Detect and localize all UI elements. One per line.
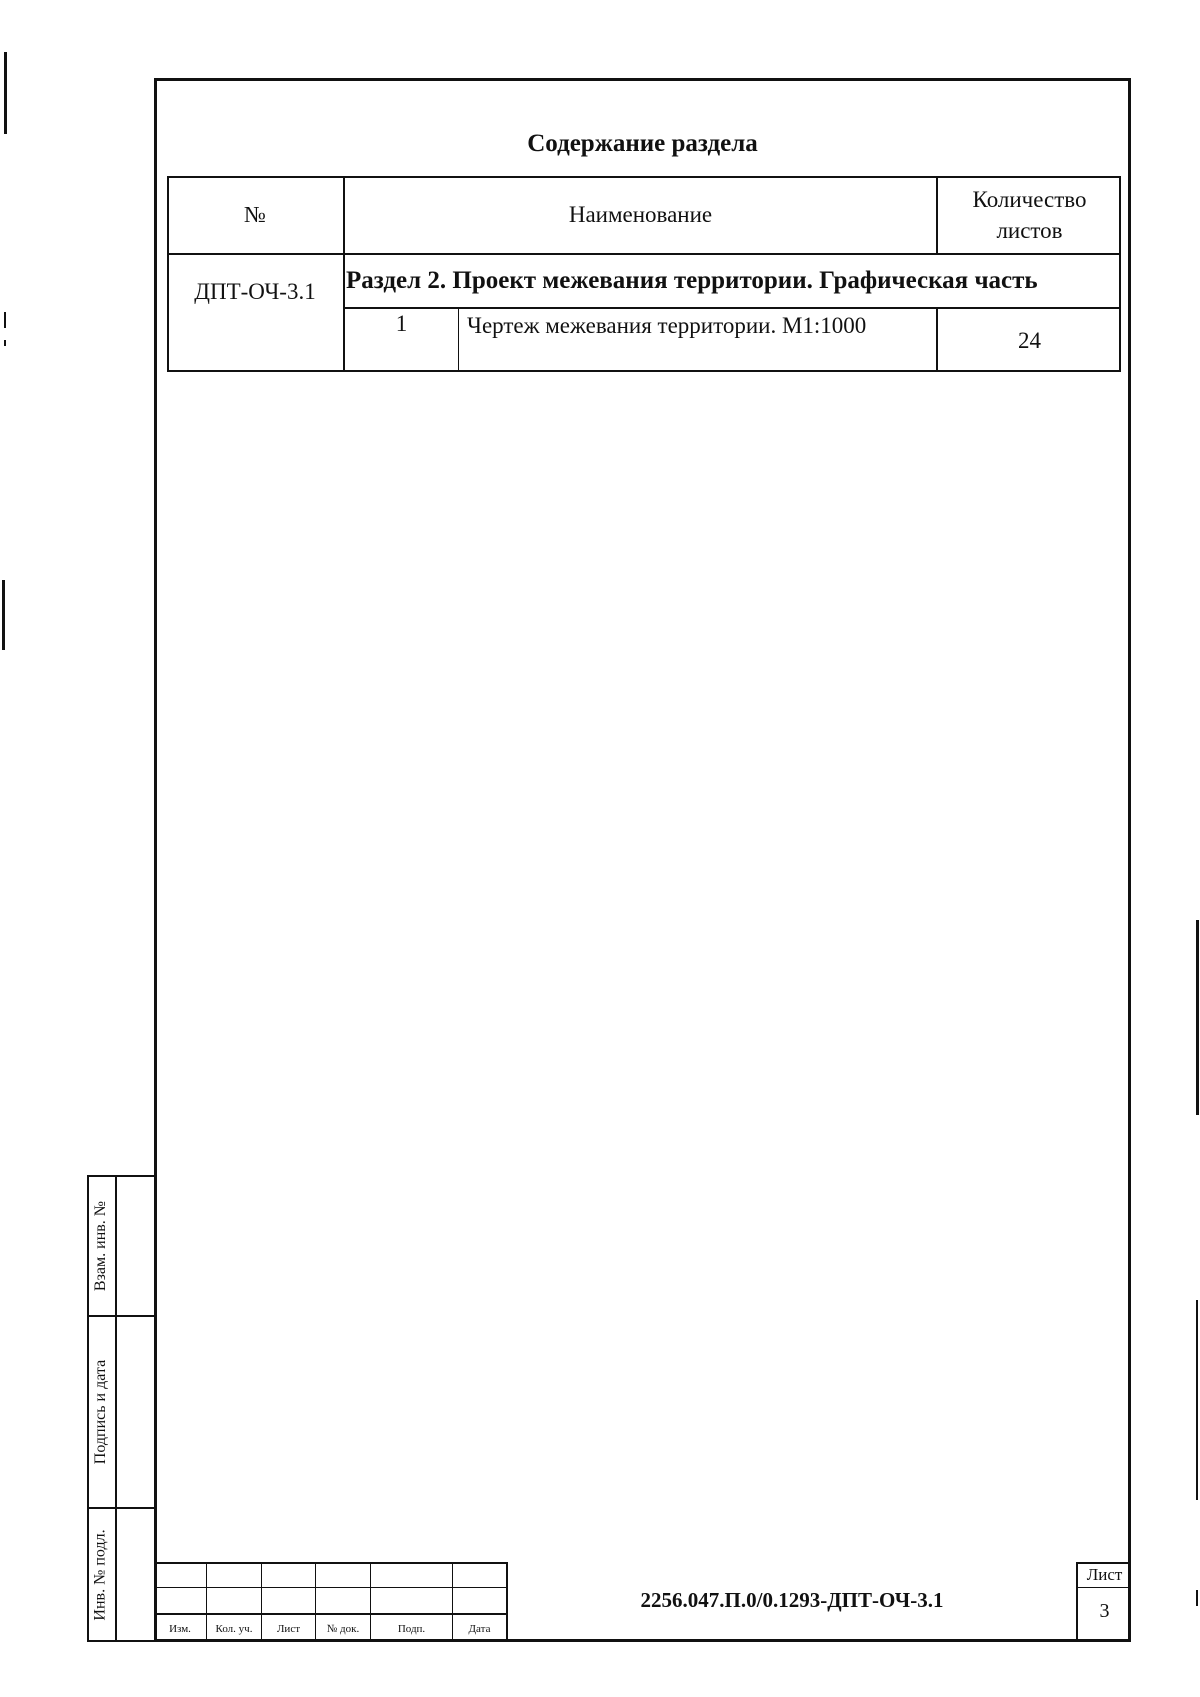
page-title: Содержание раздела bbox=[527, 130, 758, 157]
sheet-label: Лист bbox=[1086, 1565, 1123, 1584]
scan-edge-mark bbox=[1196, 920, 1199, 1115]
section-code: ДПТ-ОЧ-3.1 bbox=[194, 279, 316, 304]
header-name: Наименование bbox=[568, 202, 713, 227]
scan-edge-mark bbox=[1196, 1590, 1198, 1606]
scan-edge-mark bbox=[4, 340, 6, 346]
scan-edge-mark bbox=[1196, 1300, 1198, 1500]
item-sheets: 24 bbox=[1018, 327, 1041, 353]
header-sheet-count: Количество листов bbox=[972, 187, 1087, 243]
side-label-original-inv: Инв. № подл. bbox=[92, 1528, 110, 1621]
side-label-signature-date: Подпись и дата bbox=[92, 1359, 109, 1465]
scan-edge-mark bbox=[4, 312, 6, 328]
table-row bbox=[345, 309, 1121, 372]
header-number: № bbox=[244, 202, 266, 227]
item-name: Чертеж межевания территории. М1:1000 bbox=[467, 313, 867, 338]
col-label-signature: Подп. bbox=[397, 1623, 426, 1635]
col-label-doc-number: № док. bbox=[326, 1623, 360, 1635]
document-code: 2256.047.П.0/0.1293-ДПТ-ОЧ-3.1 bbox=[640, 1588, 944, 1612]
contents-table bbox=[167, 176, 1121, 372]
col-label-change: Изм. bbox=[169, 1623, 191, 1635]
scan-edge-mark bbox=[4, 52, 7, 134]
section-title: Раздел 2. Проект межевания территории. Графическая часть bbox=[346, 267, 1038, 294]
col-label-date: Дата bbox=[468, 1623, 491, 1635]
side-label-replacement-inv: Взам. инв. № bbox=[92, 1200, 110, 1292]
scan-edge-mark bbox=[2, 580, 5, 650]
item-number: 1 bbox=[395, 311, 408, 336]
col-label-sheet: Лист bbox=[276, 1623, 301, 1635]
sheet-number: 3 bbox=[1099, 1600, 1110, 1622]
col-label-quantity: Кол. уч. bbox=[215, 1623, 253, 1635]
